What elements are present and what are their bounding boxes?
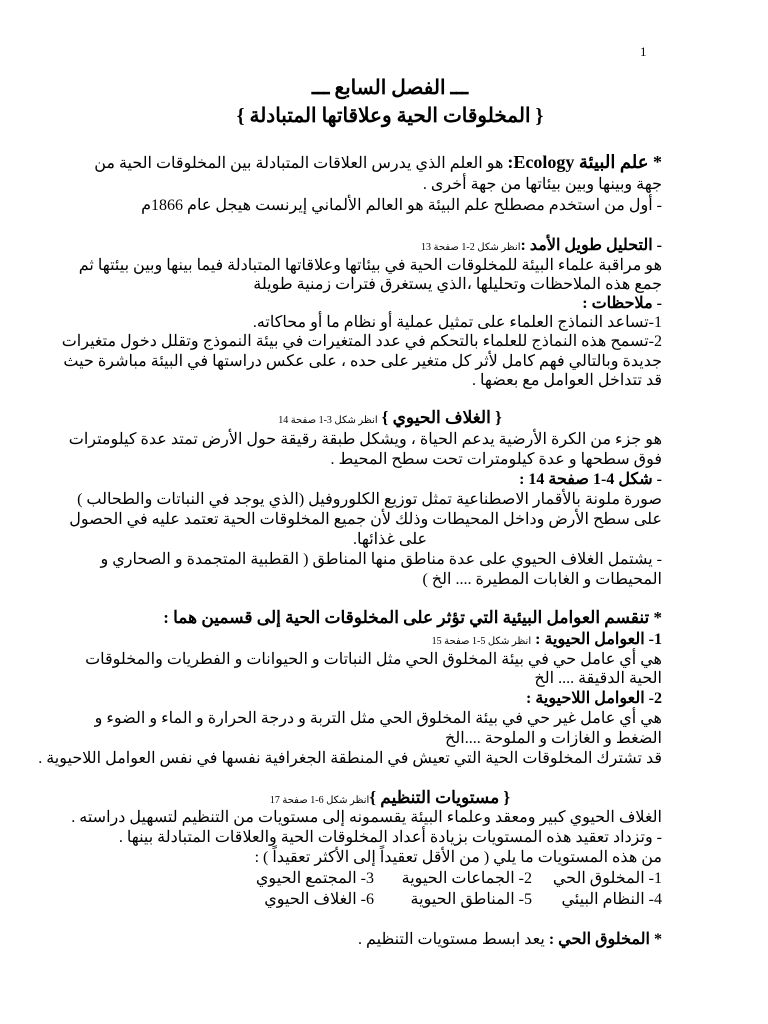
- list-item: 6- الغلاف الحيوي: [264, 891, 374, 908]
- figure-reference: انظر شكل 6-1 صفحة 17: [269, 795, 370, 806]
- long-term-heading: - التحليل طويل الأمد :انظر شكل 2-1 صفحة 13: [421, 237, 662, 254]
- abiotic-text-line2: الضغط و الغازات و الملوحة ....الخ: [445, 730, 662, 747]
- figure-caption-line1: صورة ملونة بالأقمار الاصطناعية تمثل توزيع الكلوروفيل (الذي يوجد في النباتات والطحالب ): [77, 491, 662, 508]
- biotic-heading: 1- العوامل الحيوية :: [535, 631, 662, 648]
- organism-heading: * المخلوق الحي :: [548, 931, 662, 948]
- abiotic-text-line1: هي أي عامل غير حي في بيئة المخلوق الحي مثل التربة و درجة الحرارة و الماء و الضوء و: [94, 710, 662, 727]
- ecology-term: * علم البيئة Ecology:: [507, 152, 662, 172]
- ecology-first-use: - أول من استخدم مصطلح علم البيئة هو العالم الألماني إيرنست هيجل عام 1866م: [141, 197, 662, 214]
- biosphere-heading-line: [118, 408, 662, 430]
- page-number: 1: [640, 44, 647, 59]
- biosphere-heading: { الغلاف الحيوي }: [381, 408, 502, 427]
- ecology-definition-line1: * علم البيئة Ecology: هو العلم الذي يدرس العلاقات المتبادلة بين المخلوقات الحية من: [94, 152, 662, 172]
- shared-factors-text: قد تشترك المخلوقات الحية التي تعيش في المنطقة الجغرافية نفسها في نفس العوامل اللاحيوية .: [38, 750, 662, 767]
- organism-definition: * المخلوق الحي : يعد ابسط مستويات التنظيم .: [357, 931, 662, 948]
- levels-row: [180, 868, 662, 889]
- biosphere-includes-line1: - يشتمل الغلاف الحيوي على عدة مناطق منها المناطق ( القطبية المتجمدة و الصحاري و: [100, 551, 662, 568]
- note-2-line2: جديدة وبالتالي فهم كامل لأثر كل متغير على حده ، على عكس دراستها في البيئة مباشرة حيث: [63, 353, 662, 370]
- factors-heading: * تنقسم العوامل البيئية التي تؤثر على المخلوقات الحية إلى قسمين هما :: [163, 608, 662, 627]
- ecology-definition-line2: جهة وبينها وبين بيئاتها من جهة أخرى .: [422, 176, 662, 193]
- list-item: 1- المخلوق الحي: [552, 870, 662, 887]
- levels-text-line2: - وتزداد تعقيد هذه المستويات بزيادة أعداد المخلوقات الحية والعلاقات المتبادلة بينها .: [118, 829, 662, 846]
- levels-row: [180, 889, 662, 910]
- list-item: 4- النظام البيئي: [561, 891, 662, 908]
- figure-reference: انظر شكل 5-1 صفحة 15: [431, 636, 532, 647]
- figure-heading: - شكل 4-1 صفحة 14 :: [519, 471, 662, 488]
- chapter-title: ـــ الفصل السابع ـــ: [311, 77, 469, 99]
- biotic-text-line2: الحية الدقيقة .... الخ: [534, 670, 662, 687]
- figure-caption-line2: على سطح الأرض وداخل المحيطات وذلك لأن جميع المخلوقات الحية تعتمد عليه في الحصول: [69, 511, 662, 528]
- biotic-heading-line: [118, 630, 662, 651]
- biosphere-includes-line2: المحيطات و الغابات المطيرة .... الخ ): [422, 571, 662, 588]
- note-2-line3: قد تتداخل العوامل مع بعضها .: [472, 372, 662, 389]
- note-1: 1-تساعد النماذج العلماء على تمثيل عملية أو نظام ما أو محاكاته.: [252, 314, 662, 331]
- list-item: 2- الجماعات الحيوية: [401, 870, 532, 887]
- list-item: 5- المناطق الحيوية: [410, 891, 532, 908]
- levels-list: [180, 868, 662, 910]
- long-term-text-line1: هو مراقبة علماء البيئة للمخلوقات الحية في بيئاتها وعلاقاتها المتبادلة فيما بينها وبين بيئتها ثم: [78, 257, 662, 274]
- list-item: 3- المجتمع الحيوي: [255, 870, 374, 887]
- figure-caption-line3: على غذائها.: [352, 531, 428, 548]
- note-2-line1: 2-تسمح هذه النماذج للعلماء بالتحكم في عدد المتغيرات في بيئة النموذج وتقلل دخول متغيرات: [61, 333, 662, 350]
- abiotic-heading: 2- العوامل اللاحيوية :: [526, 690, 662, 707]
- long-term-text-line2: جمع هذه الملاحظات وتحليلها ،الذي يستغرق فترات زمنية طويلة: [253, 276, 662, 293]
- chapter-subtitle: { المخلوقات الحية وعلاقاتها المتبادلة }: [236, 105, 544, 127]
- notes-heading: - ملاحظات :: [582, 295, 662, 312]
- figure-reference: انظر شكل 3-1 صفحة 14: [278, 415, 378, 426]
- biotic-text-line1: هي أي عامل حي في بيئة المخلوق الحي مثل النباتات و الحيوانات و الفطريات والمخلوقات: [85, 651, 662, 668]
- levels-text-line3: من هذه المستويات ما يلي ( من الأقل تعقيداً إلى الأكثر تعقيداً ) :: [254, 849, 662, 866]
- biosphere-text-line2: فوق سطحها و عدة كيلومترات تحت سطح المحيط .: [330, 451, 662, 468]
- biosphere-text-line1: هو جزء من الكرة الأرضية يدعم الحياة ، ويشكل طبقة رقيقة حول الأرض تمتد عدة كيلومترات: [68, 431, 662, 448]
- levels-text-line1: الغلاف الحيوي كبير ومعقد وعلماء البيئة يقسمونه إلى مستويات من التنظيم لتسهيل دراسته .: [71, 809, 662, 826]
- levels-heading: { مستويات التنظيم }: [369, 788, 511, 807]
- figure-reference: انظر شكل 2-1 صفحة 13: [421, 242, 521, 253]
- levels-heading-line: [118, 788, 662, 810]
